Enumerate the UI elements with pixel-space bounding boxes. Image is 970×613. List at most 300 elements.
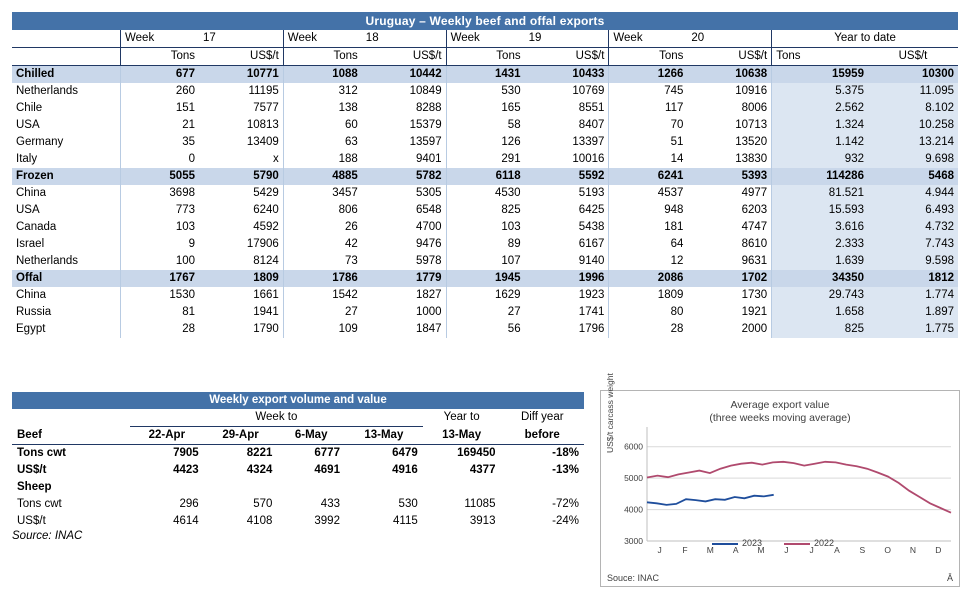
table-cell: 7.743 bbox=[868, 236, 958, 253]
table-cell: 1812 bbox=[868, 270, 958, 287]
table-row bbox=[12, 100, 958, 117]
table-cell: 530 bbox=[446, 83, 525, 100]
table-cell: 13409 bbox=[246, 136, 279, 148]
table-cell: 806 bbox=[283, 202, 362, 219]
table-cell: 28 bbox=[609, 321, 688, 338]
table-cell: 114286 bbox=[772, 168, 868, 185]
table-cell: 56 bbox=[446, 321, 525, 338]
chart-y-axis-label: US$/t carcass weight bbox=[605, 373, 615, 453]
table-cell: 4423 bbox=[173, 464, 199, 476]
chart-subtitle: (three weeks moving average) bbox=[709, 412, 851, 424]
table-cell: 103 bbox=[121, 219, 200, 236]
table-cell: -18% bbox=[552, 447, 579, 459]
header-tons-w20: Tons bbox=[609, 48, 688, 66]
table-cell: 1266 bbox=[609, 66, 688, 84]
table-row bbox=[12, 462, 584, 479]
row-label: Netherlands bbox=[16, 85, 79, 97]
table-cell: 9401 bbox=[416, 153, 442, 165]
table-row bbox=[12, 83, 958, 100]
table-cell: 10442 bbox=[362, 66, 446, 84]
table-cell bbox=[500, 479, 584, 496]
table-cell: 26 bbox=[283, 219, 362, 236]
table-cell: 570 bbox=[253, 498, 273, 510]
weekly-volume-value-body bbox=[12, 445, 584, 531]
table-cell: 63 bbox=[283, 134, 362, 151]
table-cell: 5393 bbox=[687, 168, 771, 185]
row-label: Russia bbox=[16, 306, 52, 318]
table-cell: -72% bbox=[552, 498, 579, 510]
table-cell: 64 bbox=[609, 236, 688, 253]
table-cell: 138 bbox=[283, 100, 362, 117]
table-row bbox=[12, 151, 958, 168]
table-cell: 5438 bbox=[578, 221, 605, 233]
row-label: Chilled bbox=[12, 66, 121, 84]
table-cell: 948 bbox=[609, 202, 688, 219]
table-cell: 107 bbox=[446, 253, 525, 270]
table-cell: 1847 bbox=[416, 323, 442, 335]
bottom-header-29apr: 29-Apr bbox=[204, 427, 278, 445]
table-cell: 1542 bbox=[283, 287, 362, 304]
table-cell: 825 bbox=[446, 202, 525, 219]
table-cell: 1796 bbox=[578, 323, 605, 335]
header-usdt-w19: US$/t bbox=[525, 48, 609, 66]
week-group-20-label: Week bbox=[609, 30, 688, 48]
table-cell: 51 bbox=[609, 134, 688, 151]
table-cell: 13830 bbox=[735, 153, 768, 165]
table-cell: 1.658 bbox=[772, 304, 868, 321]
table-cell: 35 bbox=[121, 134, 200, 151]
table-row bbox=[12, 134, 958, 151]
table-cell: 28 bbox=[121, 321, 200, 338]
diff-year-group-label: Diff year bbox=[520, 411, 564, 424]
weekly-volume-value-table bbox=[12, 392, 584, 530]
table-cell: 8610 bbox=[741, 238, 768, 250]
table-row bbox=[12, 168, 958, 185]
table-cell: 11085 bbox=[464, 498, 496, 510]
table-cell: 1809 bbox=[199, 270, 283, 287]
table-cell: 10713 bbox=[735, 119, 768, 131]
table-cell: 4691 bbox=[314, 464, 340, 476]
table-row bbox=[12, 287, 958, 304]
week-group-20-number: 20 bbox=[687, 30, 771, 48]
svg-text:3000: 3000 bbox=[624, 536, 643, 546]
table-cell: 291 bbox=[446, 151, 525, 168]
table-cell: 5468 bbox=[868, 168, 958, 185]
table-cell: 2086 bbox=[609, 270, 688, 287]
table-cell: 27 bbox=[283, 304, 362, 321]
table-cell: 932 bbox=[772, 151, 868, 168]
row-label: Tons cwt bbox=[17, 447, 66, 459]
table-cell: 296 bbox=[179, 498, 199, 510]
legend-swatch bbox=[784, 543, 810, 545]
table-cell: 6425 bbox=[578, 204, 605, 216]
unit-corner-cell bbox=[12, 48, 121, 66]
row-label: USA bbox=[16, 119, 40, 131]
svg-text:D: D bbox=[935, 545, 942, 555]
table-cell: 1996 bbox=[525, 270, 609, 287]
table-cell: 6118 bbox=[446, 168, 525, 185]
svg-text:M: M bbox=[706, 545, 714, 555]
table-cell: 12 bbox=[609, 253, 688, 270]
table-cell: 3.616 bbox=[772, 219, 868, 236]
table-cell: 10813 bbox=[246, 119, 279, 131]
table-row bbox=[12, 321, 958, 338]
table-cell: 0 bbox=[121, 151, 200, 168]
table-cell: 13520 bbox=[735, 136, 768, 148]
table-cell bbox=[130, 479, 204, 496]
header-usdt-w17: US$/t bbox=[199, 48, 283, 66]
table-cell: 27 bbox=[446, 304, 525, 321]
table-row bbox=[12, 513, 584, 530]
table-cell: 3992 bbox=[314, 515, 340, 527]
table-cell: 1088 bbox=[283, 66, 362, 84]
week-group-19-number: 19 bbox=[525, 30, 609, 48]
table-cell: 1790 bbox=[253, 323, 279, 335]
table-cell: 14 bbox=[609, 151, 688, 168]
table-cell: 1.639 bbox=[772, 253, 868, 270]
row-label: Sheep bbox=[17, 481, 52, 493]
table-cell: 530 bbox=[398, 498, 418, 510]
table-cell: 9 bbox=[121, 236, 200, 253]
table-cell: 1.142 bbox=[772, 134, 868, 151]
table-cell: 4592 bbox=[253, 221, 279, 233]
table-cell: 8551 bbox=[578, 102, 605, 114]
table-cell: 6167 bbox=[578, 238, 605, 250]
table-cell: 4.732 bbox=[868, 219, 958, 236]
table-cell: 3913 bbox=[469, 515, 496, 527]
table-cell: 1730 bbox=[741, 289, 768, 301]
table-cell: 1702 bbox=[687, 270, 771, 287]
table-row bbox=[12, 496, 584, 513]
week-group-18-label: Week bbox=[283, 30, 362, 48]
table-cell: 1767 bbox=[121, 270, 200, 287]
table-cell: 5305 bbox=[416, 187, 442, 199]
table-cell: 80 bbox=[609, 304, 688, 321]
table-cell: 109 bbox=[283, 321, 362, 338]
table-cell: 5.375 bbox=[772, 83, 868, 100]
table-cell: 2.562 bbox=[772, 100, 868, 117]
table-cell: -24% bbox=[552, 515, 579, 527]
table-cell: 6203 bbox=[741, 204, 768, 216]
row-label: Israel bbox=[16, 238, 45, 250]
svg-text:6000: 6000 bbox=[624, 441, 643, 452]
header-usdt-ytd: US$/t bbox=[868, 48, 958, 66]
bottom-header-22apr: 22-Apr bbox=[130, 427, 204, 445]
table-cell: 1741 bbox=[578, 306, 605, 318]
year-to-date-label: Year to date bbox=[772, 30, 958, 48]
table-cell bbox=[204, 479, 278, 496]
table-row bbox=[12, 270, 958, 287]
svg-text:J: J bbox=[809, 545, 814, 555]
table-cell: 89 bbox=[446, 236, 525, 253]
svg-text:4000: 4000 bbox=[624, 504, 643, 515]
table-cell: 4700 bbox=[416, 221, 442, 233]
table-cell: 10433 bbox=[525, 66, 609, 84]
svg-text:F: F bbox=[682, 545, 688, 555]
table-row bbox=[12, 236, 958, 253]
table-cell bbox=[345, 479, 423, 496]
header-tons-w19: Tons bbox=[446, 48, 525, 66]
row-label: Egypt bbox=[16, 323, 46, 335]
table-cell: 5790 bbox=[199, 168, 283, 185]
table-cell: 181 bbox=[609, 219, 688, 236]
table-cell: 1827 bbox=[416, 289, 442, 301]
chart-corner-mark: Ā bbox=[946, 573, 953, 583]
table-cell: 1779 bbox=[362, 270, 446, 287]
table-cell: 1629 bbox=[446, 287, 525, 304]
table-cell: 10300 bbox=[868, 66, 958, 84]
table-cell: 9.598 bbox=[868, 253, 958, 270]
row-label: Tons cwt bbox=[17, 498, 62, 510]
chart-canvas bbox=[601, 373, 959, 586]
row-label: Offal bbox=[12, 270, 121, 287]
header-usdt-w18: US$/t bbox=[362, 48, 446, 66]
table-cell: 773 bbox=[121, 202, 200, 219]
svg-text:S: S bbox=[859, 545, 866, 555]
table-cell: 13397 bbox=[572, 136, 605, 148]
row-label: Chile bbox=[16, 102, 43, 114]
table-row bbox=[12, 117, 958, 134]
table-cell: 260 bbox=[121, 83, 200, 100]
table-cell: 10771 bbox=[199, 66, 283, 84]
corner-cell bbox=[12, 30, 121, 48]
table-cell: 7577 bbox=[253, 102, 279, 114]
bottom-column-header-row bbox=[12, 427, 584, 445]
table-cell: 4377 bbox=[469, 464, 496, 476]
table-cell: 5193 bbox=[578, 187, 605, 199]
header-tons-w17: Tons bbox=[121, 48, 200, 66]
table-cell: 11.095 bbox=[868, 83, 958, 100]
table-cell: 1786 bbox=[283, 270, 362, 287]
bottom-table-title: Weekly export volume and value bbox=[12, 392, 584, 409]
table-cell: 13597 bbox=[409, 136, 442, 148]
row-label: Germany bbox=[16, 136, 64, 148]
table-cell: 312 bbox=[283, 83, 362, 100]
table-cell: 5429 bbox=[253, 187, 279, 199]
table-cell: 81 bbox=[121, 304, 200, 321]
table-cell: 8.102 bbox=[868, 100, 958, 117]
table-row bbox=[12, 66, 958, 84]
table-cell: 1.897 bbox=[868, 304, 958, 321]
table-row bbox=[12, 445, 584, 463]
table-title-row bbox=[12, 12, 958, 30]
table-cell: 6777 bbox=[314, 447, 340, 459]
table-cell: 10.258 bbox=[868, 117, 958, 134]
week-group-18-number: 18 bbox=[362, 30, 446, 48]
table-cell: 10638 bbox=[687, 66, 771, 84]
table-cell: 4537 bbox=[609, 185, 688, 202]
table-cell: 4977 bbox=[741, 187, 768, 199]
table-cell: 9476 bbox=[416, 238, 442, 250]
table-cell: 6.493 bbox=[868, 202, 958, 219]
table-cell: 60 bbox=[283, 117, 362, 134]
table-cell: 3698 bbox=[121, 185, 200, 202]
table-cell: 5978 bbox=[416, 255, 442, 267]
table-cell: 1661 bbox=[253, 289, 279, 301]
table-cell: 1809 bbox=[609, 287, 688, 304]
table-cell: 117 bbox=[609, 100, 688, 117]
table-cell: 58 bbox=[446, 117, 525, 134]
table-cell: 5055 bbox=[121, 168, 200, 185]
header-usdt-w20: US$/t bbox=[687, 48, 771, 66]
table-cell: 3457 bbox=[283, 185, 362, 202]
table-cell: 4530 bbox=[446, 185, 525, 202]
table-cell: 4.944 bbox=[868, 185, 958, 202]
table-cell: 9631 bbox=[741, 255, 768, 267]
row-label: Canada bbox=[16, 221, 57, 233]
table-cell: 13.214 bbox=[868, 134, 958, 151]
svg-text:O: O bbox=[884, 545, 891, 555]
header-tons-ytd: Tons bbox=[772, 48, 868, 66]
table-cell: x bbox=[273, 153, 279, 165]
table-cell: 4115 bbox=[393, 515, 418, 527]
table-cell: 6548 bbox=[416, 204, 442, 216]
legend-swatch bbox=[712, 543, 738, 545]
table-cell: 4324 bbox=[246, 464, 273, 476]
table-cell: 1945 bbox=[446, 270, 525, 287]
table-cell: 8288 bbox=[416, 102, 442, 114]
table-cell: 8006 bbox=[741, 102, 768, 114]
table-cell: 42 bbox=[283, 236, 362, 253]
header-tons-w18: Tons bbox=[283, 48, 362, 66]
row-label: US$/t bbox=[17, 464, 47, 476]
week-to-group-label: Week to bbox=[130, 409, 423, 427]
bottom-table-title-row bbox=[12, 392, 584, 409]
bottom-header-ytd-13may: 13-May bbox=[423, 427, 501, 445]
table-cell bbox=[277, 479, 345, 496]
weekly-exports-body bbox=[12, 66, 958, 339]
bottom-corner-cell bbox=[12, 409, 130, 427]
table-cell: 126 bbox=[446, 134, 525, 151]
source-note: Source: INAC bbox=[12, 530, 83, 542]
table-row bbox=[12, 479, 584, 496]
table-cell: 10769 bbox=[572, 85, 605, 97]
svg-text:J: J bbox=[784, 545, 789, 555]
table-cell: 2000 bbox=[741, 323, 768, 335]
table-cell: 21 bbox=[121, 117, 200, 134]
table-cell: 103 bbox=[446, 219, 525, 236]
table-cell: 9.698 bbox=[868, 151, 958, 168]
table-cell: 10016 bbox=[572, 153, 605, 165]
table-cell: 100 bbox=[121, 253, 200, 270]
table-cell: 1.774 bbox=[868, 287, 958, 304]
table-row bbox=[12, 304, 958, 321]
table-cell: 15.593 bbox=[772, 202, 868, 219]
table-cell: 1.775 bbox=[868, 321, 958, 338]
table-cell: 15379 bbox=[409, 119, 442, 131]
table-cell: 165 bbox=[446, 100, 525, 117]
table-cell: 4108 bbox=[246, 515, 273, 527]
table-cell: 677 bbox=[121, 66, 200, 84]
week-group-19-label: Week bbox=[446, 30, 525, 48]
weekly-exports-table-wrapper bbox=[12, 12, 958, 338]
table-cell: 70 bbox=[609, 117, 688, 134]
table-cell: 1.324 bbox=[772, 117, 868, 134]
table-row bbox=[12, 253, 958, 270]
table-cell: 81.521 bbox=[772, 185, 868, 202]
row-label: US$/t bbox=[17, 515, 46, 527]
chart-title: Average export value bbox=[730, 399, 830, 411]
table-cell: 8221 bbox=[246, 447, 273, 459]
table-cell: 7905 bbox=[173, 447, 199, 459]
table-cell: 4747 bbox=[741, 221, 768, 233]
week-group-17-label: Week bbox=[121, 30, 200, 48]
svg-text:A: A bbox=[732, 545, 739, 555]
table-cell: 169450 bbox=[457, 447, 496, 459]
bottom-header-6may: 6-May bbox=[277, 427, 345, 445]
row-label: Netherlands bbox=[16, 255, 79, 267]
table-cell: 4614 bbox=[173, 515, 199, 527]
legend-label: 2023 bbox=[741, 538, 762, 548]
table-cell: 34350 bbox=[772, 270, 868, 287]
table-cell: 29.743 bbox=[772, 287, 868, 304]
row-label: USA bbox=[16, 204, 40, 216]
table-cell: 9140 bbox=[578, 255, 605, 267]
weekly-exports-table bbox=[12, 12, 958, 338]
svg-text:M: M bbox=[757, 545, 765, 555]
table-cell: 1923 bbox=[578, 289, 605, 301]
chart-legend bbox=[601, 538, 959, 548]
unit-header-row bbox=[12, 48, 958, 66]
svg-text:A: A bbox=[834, 545, 840, 555]
row-label: China bbox=[16, 289, 47, 301]
year-to-group-label: Year to bbox=[443, 411, 480, 424]
chart-source: Souce: INAC bbox=[607, 573, 660, 583]
bottom-header-13may: 13-May bbox=[345, 427, 423, 445]
bottom-header-beef: Beef bbox=[12, 427, 130, 445]
table-cell: 5592 bbox=[525, 168, 609, 185]
week-group-header-row bbox=[12, 30, 958, 48]
table-cell: 6240 bbox=[253, 204, 279, 216]
table-cell bbox=[423, 479, 501, 496]
table-cell: 10849 bbox=[409, 85, 442, 97]
table-cell: 1000 bbox=[416, 306, 442, 318]
table-cell: 1431 bbox=[446, 66, 525, 84]
table-cell: 2.333 bbox=[772, 236, 868, 253]
svg-text:J: J bbox=[657, 545, 662, 555]
table-cell: 73 bbox=[283, 253, 362, 270]
row-label: Italy bbox=[16, 153, 38, 165]
svg-text:N: N bbox=[909, 545, 917, 555]
table-cell: 1921 bbox=[741, 306, 768, 318]
bottom-group-header-row bbox=[12, 409, 584, 427]
table-cell: 6479 bbox=[392, 447, 418, 459]
week-group-17-number: 17 bbox=[199, 30, 283, 48]
row-label: Frozen bbox=[12, 168, 121, 185]
table-cell: 17906 bbox=[246, 238, 279, 250]
table-cell: 6241 bbox=[609, 168, 688, 185]
table-cell: 151 bbox=[121, 100, 200, 117]
row-label: China bbox=[16, 187, 47, 199]
svg-text:5000: 5000 bbox=[624, 473, 643, 484]
table-cell: 433 bbox=[320, 498, 340, 510]
table-cell: 8124 bbox=[253, 255, 279, 267]
table-row bbox=[12, 202, 958, 219]
table-title: Uruguay – Weekly beef and offal exports bbox=[12, 12, 958, 30]
table-cell: 4916 bbox=[392, 464, 418, 476]
table-cell: 825 bbox=[772, 321, 868, 338]
table-cell: 11195 bbox=[248, 85, 279, 97]
table-cell: 15959 bbox=[772, 66, 868, 84]
table-cell: 5782 bbox=[362, 168, 446, 185]
table-row bbox=[12, 219, 958, 236]
table-cell: 1941 bbox=[253, 306, 279, 318]
table-cell: 8407 bbox=[578, 119, 605, 131]
table-cell: 4885 bbox=[283, 168, 362, 185]
average-export-value-chart bbox=[600, 373, 960, 587]
weekly-volume-value-wrapper bbox=[12, 392, 584, 530]
table-cell: 188 bbox=[283, 151, 362, 168]
